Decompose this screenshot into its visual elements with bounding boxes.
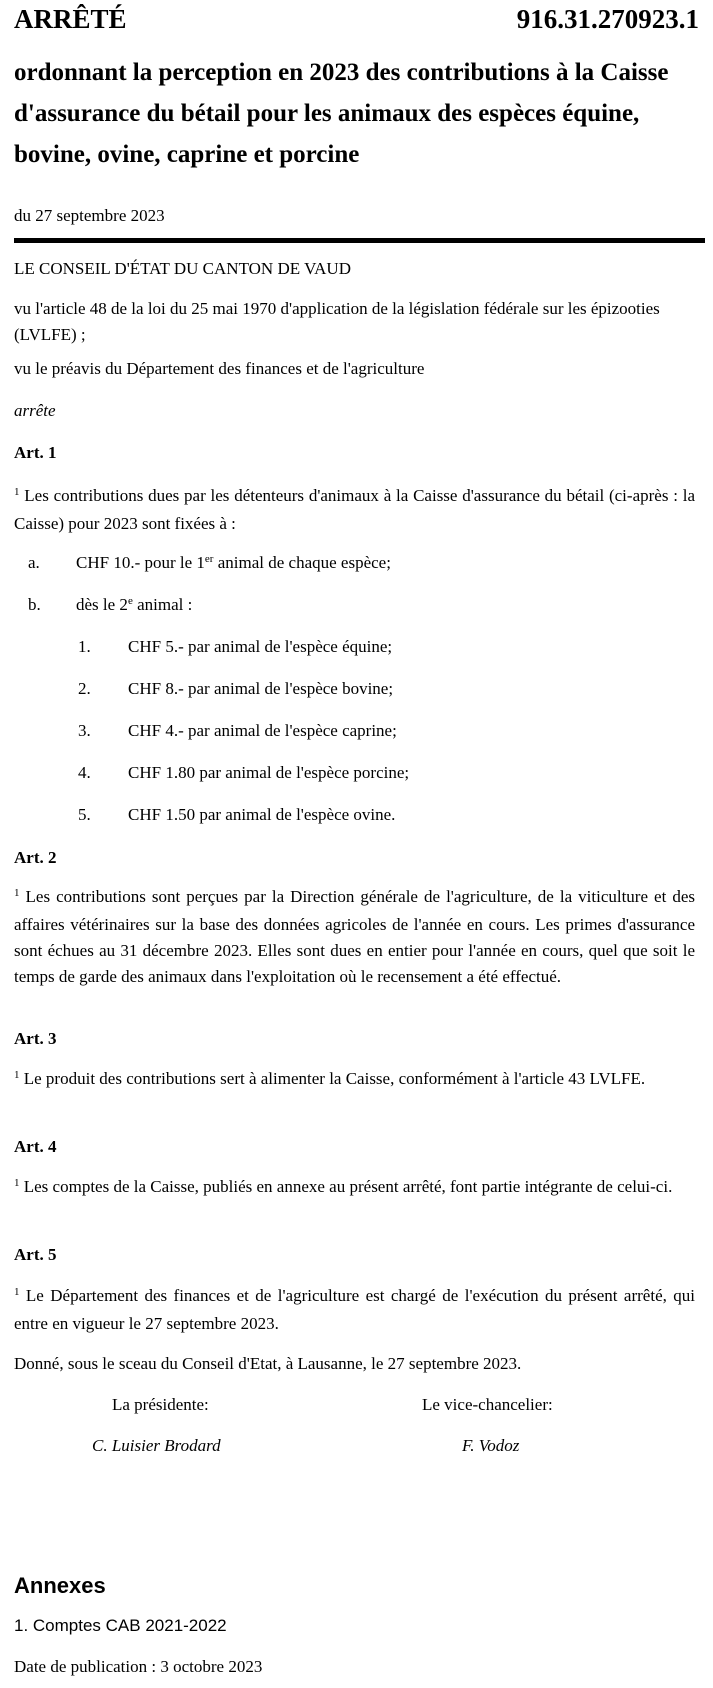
- alinea-number: 1: [14, 887, 20, 899]
- annex-link[interactable]: 1. Comptes CAB 2021-2022: [14, 1616, 227, 1635]
- art-3-title: Art. 3: [14, 1029, 57, 1048]
- signature-role-left: La présidente:: [112, 1395, 209, 1414]
- sublist-item: CHF 1.80 par animal de l'espèce porcine;: [128, 763, 410, 782]
- document-header: [14, 4, 699, 44]
- list-item-a: CHF 10.- pour le 1er animal de chaque espèce;: [76, 553, 391, 572]
- alinea-number: 1: [14, 1177, 20, 1189]
- sublist-marker: 5.: [78, 805, 91, 824]
- art-5-text: Le Département des finances et de l'agriculture est chargé de l'exécution du présent arrêté, qui entre en vigueur le 27 septembre 2023.: [14, 1286, 696, 1333]
- header-rule: [14, 238, 705, 243]
- sublist-item: CHF 8.- par animal de l'espèce bovine;: [128, 679, 394, 698]
- art-3-paragraph: [14, 1066, 695, 1094]
- council-heading: LE CONSEIL D'ÉTAT DU CANTON DE VAUD: [14, 259, 351, 278]
- art-2-text: Les contributions sont perçues par la Direction générale de l'agriculture, de la viticulture et des affaires vétérinaires sur la base des données agricoles de l'année en cours. Les primes d'assurance sont échues au 31 décembre 2023. Elles sont dues en entier pour l'année en cours, quel que soit le temps de garde des animaux dans l'exploitation où le recensement a été effectué.: [14, 887, 695, 986]
- signature-name-left: C. Luisier Brodard: [92, 1436, 221, 1455]
- art-5-title: Art. 5: [14, 1245, 57, 1264]
- vu-preavis: vu le préavis du Département des finances et de l'agriculture: [14, 359, 425, 378]
- signature-role-right: Le vice-chancelier:: [422, 1395, 553, 1414]
- list-marker-a: a.: [28, 553, 40, 572]
- act-number: 916.31.270923.1: [516, 4, 699, 34]
- document-date: du 27 septembre 2023: [14, 206, 165, 225]
- alinea-number: 1: [14, 486, 20, 498]
- document-title: ordonnant la perception en 2023 des contributions à la Caisse d'assurance du bétail pour les animaux des espèces équine, bovine, ovine, caprine et porcine: [14, 59, 669, 168]
- art-2-title: Art. 2: [14, 848, 57, 867]
- closing-formula: Donné, sous le sceau du Conseil d'Etat, à Lausanne, le 27 septembre 2023.: [14, 1354, 522, 1373]
- alinea-number: 1: [14, 1069, 20, 1081]
- sublist-marker: 3.: [78, 721, 91, 740]
- art-1-paragraph: [14, 483, 695, 537]
- sublist-item: CHF 5.- par animal de l'espèce équine;: [128, 637, 393, 656]
- art-3-text: Le produit des contributions sert à alimenter la Caisse, conformément à l'article 43 LVLFE.: [23, 1069, 646, 1088]
- signature-name-right: F. Vodoz: [462, 1436, 520, 1455]
- annexes-heading: Annexes: [14, 1573, 106, 1598]
- art-1-text: Les contributions dues par les détenteurs d'animaux à la Caisse d'assurance du bétail (ci-après : la Caisse) pour 2023 sont fixées à :: [14, 486, 695, 533]
- art-1-title: Art. 1: [14, 443, 57, 462]
- list-item-b: dès le 2e animal :: [76, 595, 193, 614]
- art-2-paragraph: [14, 884, 695, 990]
- arrete-label: arrête: [14, 401, 56, 420]
- sublist-marker: 1.: [78, 637, 91, 656]
- art-4-paragraph: [14, 1174, 695, 1202]
- art-4-text: Les comptes de la Caisse, publiés en annexe au présent arrêté, font partie intégrante de celui-ci.: [23, 1177, 673, 1196]
- art-5-paragraph: [14, 1283, 695, 1337]
- sublist-item: CHF 4.- par animal de l'espèce caprine;: [128, 721, 397, 740]
- alinea-number: 1: [14, 1286, 20, 1298]
- art-4-title: Art. 4: [14, 1137, 57, 1156]
- sublist-marker: 4.: [78, 763, 91, 782]
- list-marker-b: b.: [28, 595, 41, 614]
- sublist-item: CHF 1.50 par animal de l'espèce ovine.: [128, 805, 396, 824]
- sublist-marker: 2.: [78, 679, 91, 698]
- publication-date: Date de publication : 3 octobre 2023: [14, 1657, 263, 1676]
- vu-law: vu l'article 48 de la loi du 25 mai 1970 d'application de la législation fédérale sur les épizooties (LVLFE) ;: [14, 299, 660, 344]
- act-type: ARRÊTÉ: [14, 4, 127, 34]
